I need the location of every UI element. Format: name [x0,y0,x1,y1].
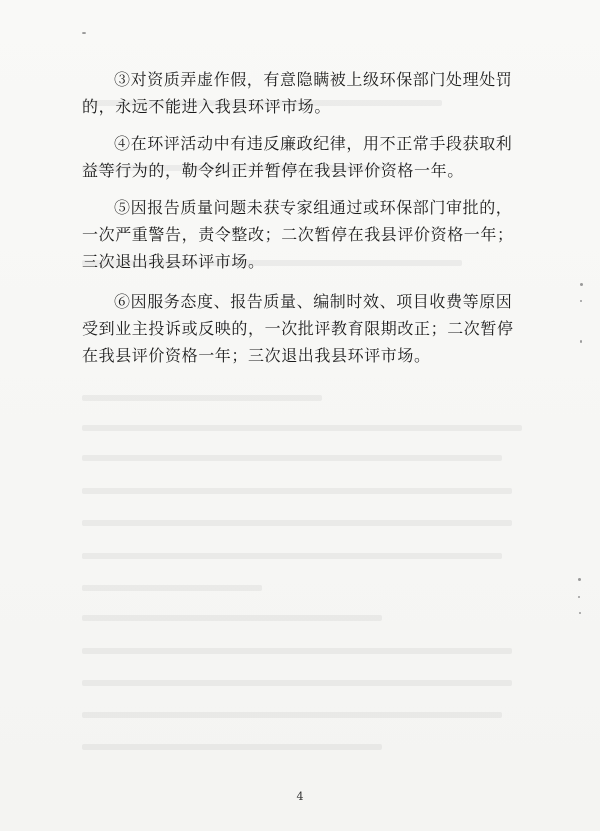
page-number: 4 [296,790,304,803]
bleed-through-line [82,712,502,718]
bleed-through-line [82,744,382,750]
bleed-through-line [82,648,512,654]
scan-speck [578,578,581,581]
bleed-through-line [82,425,522,431]
bleed-through-line [82,680,512,686]
scan-speck [580,283,583,286]
paragraph-item-6: ⑥因服务态度、报告质量、编制时效、项目收费等原因受到业主投诉或反映的，一次批评教育限期改正；二次暂停在我县评价资格一年；三次退出我县环评市场。 [82,292,514,365]
bleed-through-line [82,553,502,559]
scan-speck [579,612,581,614]
bleed-through-line [82,395,322,401]
bleed-through-line [82,455,502,461]
scan-speck [580,300,582,302]
bleed-through-line [82,585,262,591]
paragraph-item-5: ⑤因报告质量问题未获专家组通过或环保部门审批的，一次严重警告，责令整改；二次暂停在我县评价资格一年；三次退出我县环评市场。 [82,198,514,271]
scan-speck [82,32,86,34]
scan-speck [578,596,580,598]
bleed-through-line [82,488,512,494]
bleed-through-line [82,520,512,526]
paragraph-item-3: ③对资质弄虚作假，有意隐瞒被上级环保部门处理处罚的，永远不能进入我县环评市场。 [82,70,513,116]
paragraph-item-4: ④在环评活动中有违反廉政纪律，用不正常手段获取利益等行为的，勒令纠正并暂停在我县评价资格一年。 [82,134,513,180]
scan-speck [580,340,582,343]
bleed-through-line [82,615,382,621]
